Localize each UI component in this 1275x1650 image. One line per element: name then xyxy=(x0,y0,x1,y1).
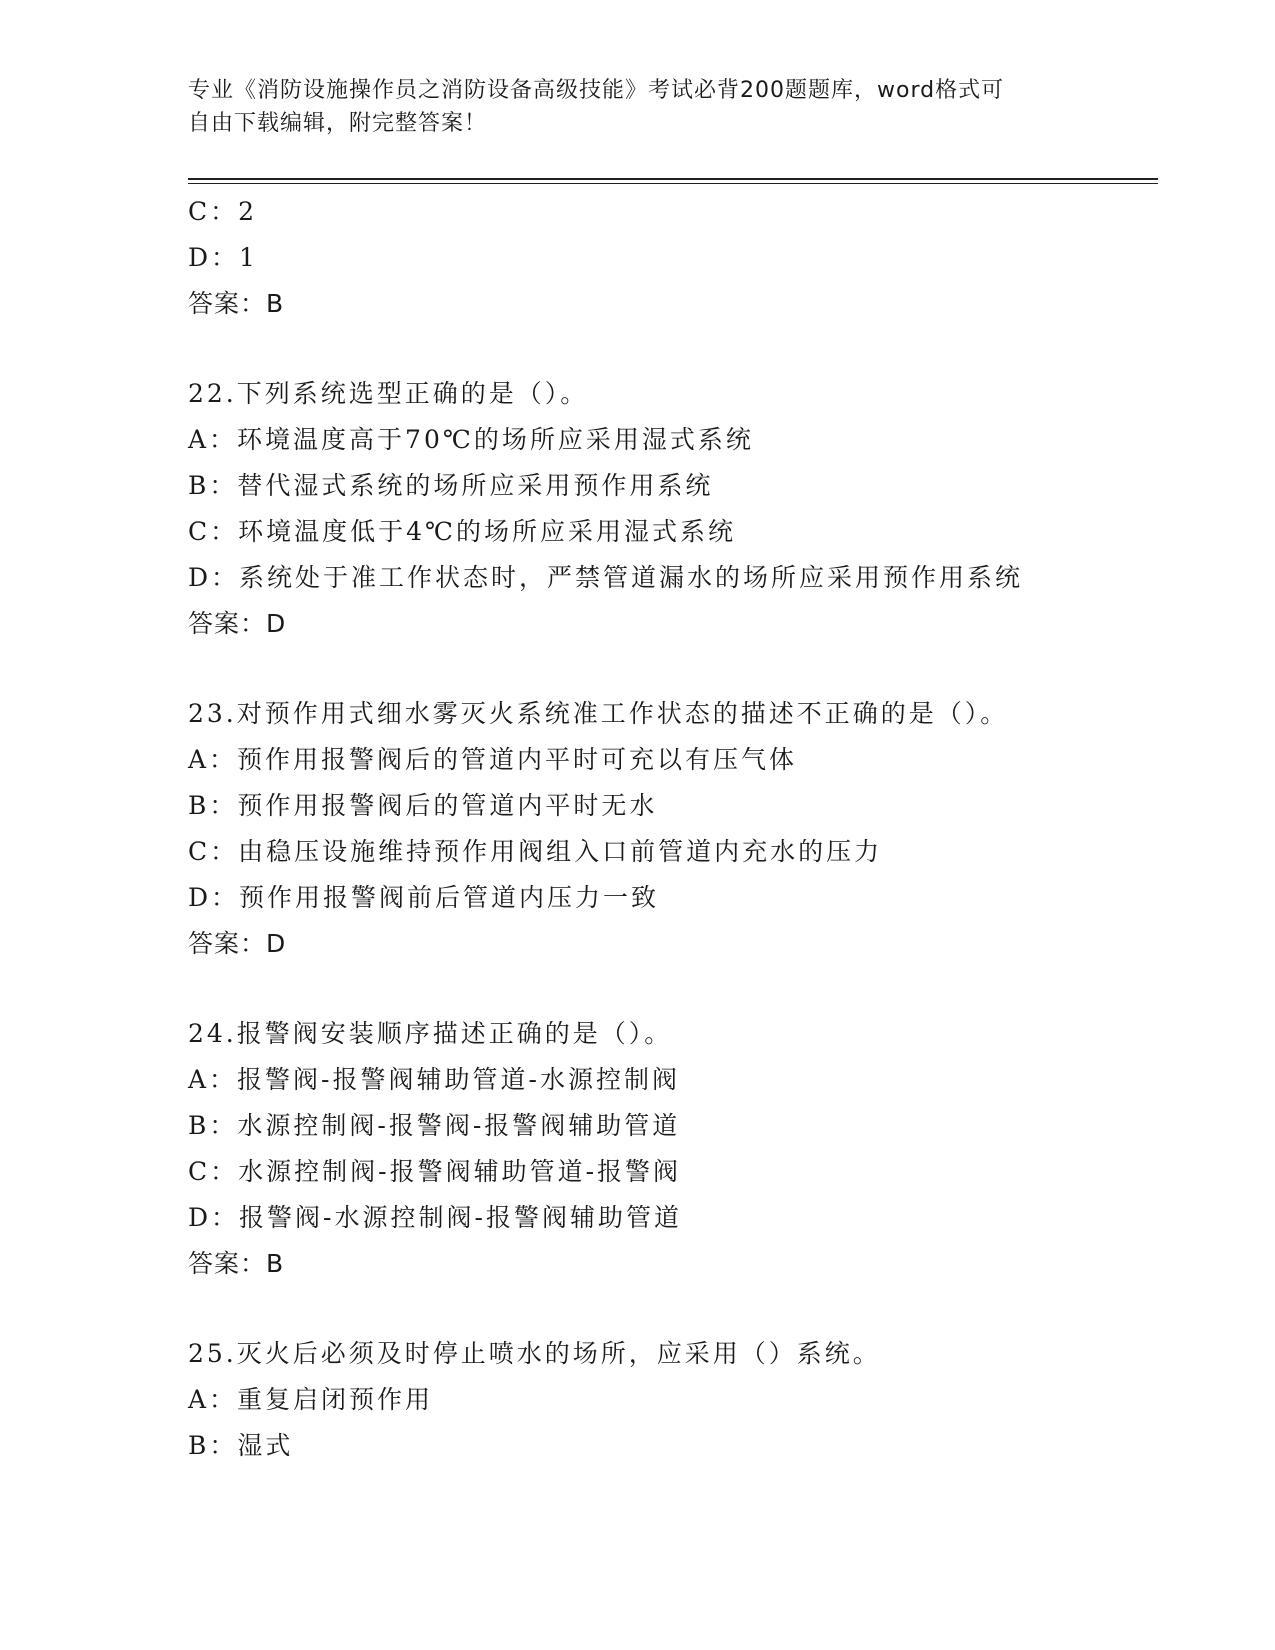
option-d: D：预作用报警阀前后管道内压力一致 xyxy=(188,883,660,912)
answer-line: 答案：D xyxy=(188,609,287,638)
header-divider-thin xyxy=(188,183,1158,184)
question-stem: 25.灭火后必须及时停止喷水的场所，应采用（）系统。 xyxy=(188,1339,881,1368)
option-b: B：水源控制阀-报警阀-报警阀辅助管道 xyxy=(188,1111,681,1140)
header-line-2: 自由下载编辑，附完整答案！ xyxy=(188,111,488,136)
option-a: A：重复启闭预作用 xyxy=(188,1385,434,1414)
question-22 xyxy=(188,371,1168,647)
option-a: A：环境温度高于70℃的场所应采用湿式系统 xyxy=(188,425,754,454)
question-list xyxy=(188,189,1168,1469)
option-c: C：环境温度低于4℃的场所应采用湿式系统 xyxy=(188,517,737,546)
spacer xyxy=(188,1287,1168,1331)
spacer xyxy=(188,967,1168,1011)
document-header xyxy=(188,74,1068,140)
header-divider-thick xyxy=(188,178,1158,180)
option-c: C：由稳压设施维持预作用阀组入口前管道内充水的压力 xyxy=(188,837,883,866)
question-24 xyxy=(188,1011,1168,1287)
answer-line: 答案：D xyxy=(188,929,287,958)
option-d: D：系统处于准工作状态时，严禁管道漏水的场所应采用预作用系统 xyxy=(188,563,1024,592)
option-b: B：湿式 xyxy=(188,1431,294,1460)
answer-line: 答案：B xyxy=(188,1249,285,1278)
question-25 xyxy=(188,1331,1168,1469)
question-stem: 24.报警阀安装顺序描述正确的是（）。 xyxy=(188,1019,673,1048)
question-stem: 22.下列系统选型正确的是（）。 xyxy=(188,379,589,408)
option-d: D：报警阀-水源控制阀-报警阀辅助管道 xyxy=(188,1203,682,1232)
option-c: C：2 xyxy=(188,197,258,226)
option-b: B：预作用报警阀后的管道内平时无水 xyxy=(188,791,658,820)
question-stem: 23.对预作用式细水雾灭火系统准工作状态的描述不正确的是（）。 xyxy=(188,699,1009,728)
spacer xyxy=(188,327,1168,371)
option-c: C：水源控制阀-报警阀辅助管道-报警阀 xyxy=(188,1157,682,1186)
option-d: D：1 xyxy=(188,243,258,272)
option-a: A：报警阀-报警阀辅助管道-水源控制阀 xyxy=(188,1065,680,1094)
header-line-1: 专业《消防设施操作员之消防设备高级技能》考试必背200题题库，word格式可 xyxy=(188,78,1005,103)
option-a: A：预作用报警阀后的管道内平时可充以有压气体 xyxy=(188,745,798,774)
option-b: B：替代湿式系统的场所应采用预作用系统 xyxy=(188,471,714,500)
question-21-tail xyxy=(188,189,1168,327)
question-23 xyxy=(188,691,1168,967)
spacer xyxy=(188,647,1168,691)
answer-line: 答案：B xyxy=(188,289,285,318)
